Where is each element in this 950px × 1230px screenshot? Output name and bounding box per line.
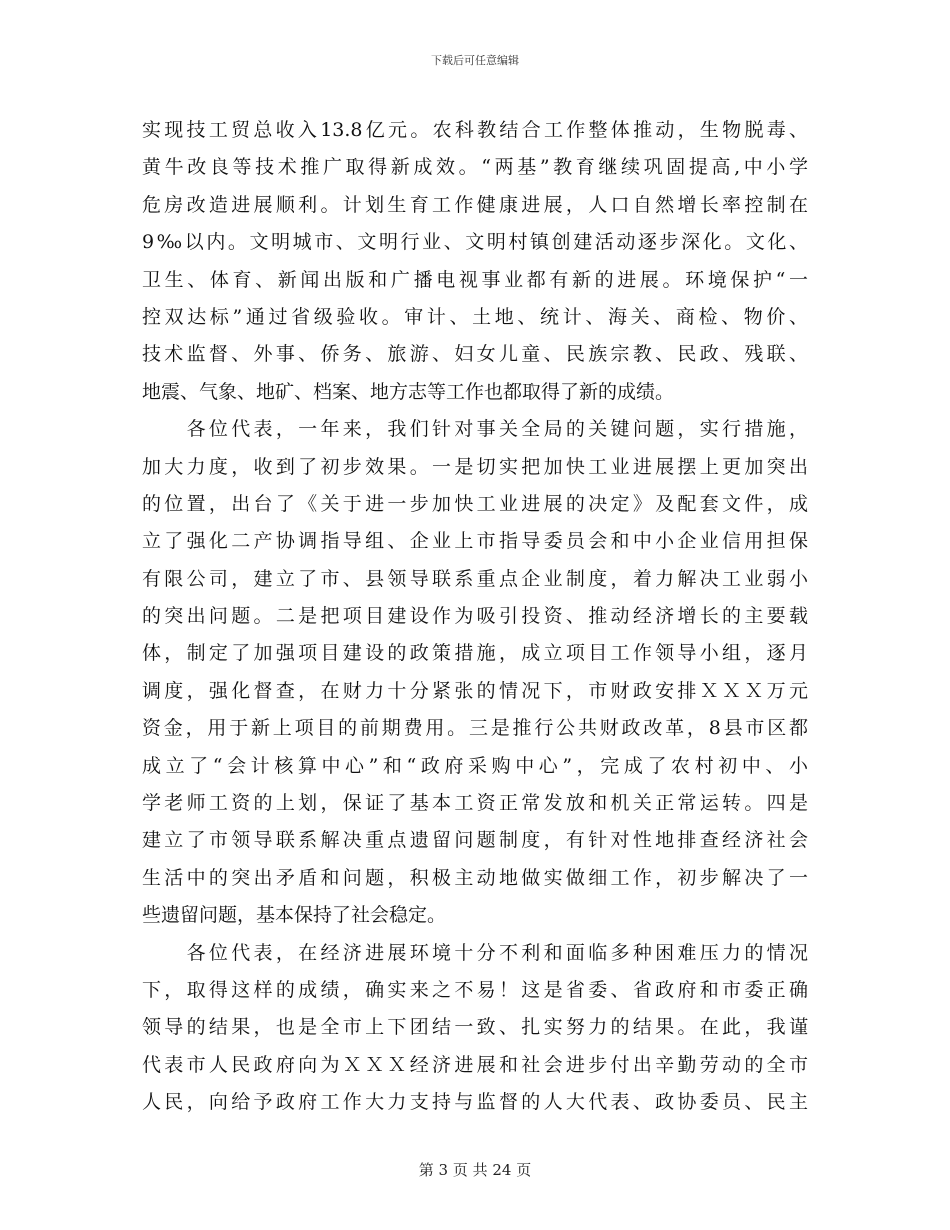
text-line: 代表市人民政府向为ＸＸＸ经济进展和社会进步付出辛勤劳动的全市 [142, 1053, 808, 1076]
text-line: 资金，用于新上项目的前期费用。三是推行公共财政改革，8县市区都 [142, 717, 808, 740]
document-body [142, 112, 808, 1122]
text-line: 各位代表，在经济进展环境十分不利和面临多种困难压力的情况 [142, 941, 808, 964]
text-line: 技术监督、外事、侨务、旅游、妇女儿童、民族宗教、民政、残联、 [142, 343, 808, 366]
text-line: 成立了“会计核算中心”和“政府采购中心”，完成了农村初中、小 [142, 754, 808, 777]
text-line: 加大力度，收到了初步效果。一是切实把加快工业进展摆上更加突出 [142, 455, 808, 478]
text-line: 危房改造进展顺利。计划生育工作健康进展，人口自然增长率控制在 [142, 193, 808, 216]
text-line: 建立了市领导联系解决重点遗留问题制度，有针对性地排查经济社会 [142, 829, 808, 852]
text-line: 黄牛改良等技术推广取得新成效。“两基”教育继续巩固提高,中小学 [142, 156, 808, 179]
text-line: 体，制定了加强项目建设的政策措施，成立项目工作领导小组，逐月 [142, 642, 808, 665]
text-line: 下，取得这样的成绩，确实来之不易！这是省委、省政府和市委正确 [142, 978, 808, 1001]
text-line: 有限公司，建立了市、县领导联系重点企业制度，着力解决工业弱小 [142, 567, 808, 590]
text-line: 9‰以内。文明城市、文明行业、文明村镇创建活动逐步深化。文化、 [142, 231, 808, 254]
text-line: 控双达标”通过省级验收。审计、土地、统计、海关、商检、物价、 [142, 305, 808, 328]
text-line: 卫生、体育、新闻出版和广播电视事业都有新的进展。环境保护“一 [142, 268, 808, 291]
page-header: 下载后可任意编辑 [431, 54, 519, 67]
text-line: 实现技工贸总收入13.8亿元。农科教结合工作整体推动，生物脱毒、 [142, 119, 808, 141]
text-line: 学老师工资的上划，保证了基本工资正常发放和机关正常运转。四是 [142, 792, 808, 815]
text-line: 的突出问题。二是把项目建设作为吸引投资、推动经济增长的主要载 [142, 605, 808, 628]
text-line: 些遗留问题，基本保持了社会稳定。 [142, 904, 447, 927]
text-line: 的位置，出台了《关于进一步加快工业进展的决定》及配套文件，成 [142, 492, 808, 515]
text-line: 立了强化二产协调指导组、企业上市指导委员会和中小企业信用担保 [142, 530, 808, 553]
text-line: 人民，向给予政府工作大力支持与监督的人大代表、政协委员、民主 [142, 1091, 808, 1114]
text-line: 生活中的突出矛盾和问题，积极主动地做实做细工作，初步解决了一 [142, 866, 808, 889]
text-line: 地震、气象、地矿、档案、地方志等工作也都取得了新的成绩。 [142, 380, 675, 403]
text-line: 调度，强化督查，在财力十分紧张的情况下，市财政安排ＸＸＸ万元 [142, 679, 808, 702]
text-line: 各位代表，一年来，我们针对事关全局的关键问题，实行措施， [142, 418, 808, 441]
page-number-footer: 第 3 页 共 24 页 [418, 1161, 532, 1179]
text-line: 领导的结果，也是全市上下团结一致、扎实努力的结果。在此，我谨 [142, 1016, 808, 1039]
